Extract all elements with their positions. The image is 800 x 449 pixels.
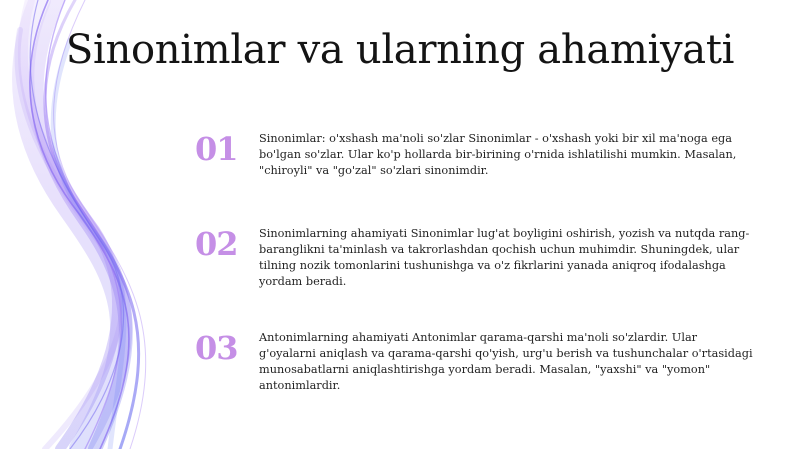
item-number: 03 <box>195 329 238 367</box>
item-text: Sinonimlarning ahamiyati Sinonimlar lug'at boyligini oshirish, yozish va nutqda rang-baranglikni ta'minlash va takrorlashdan qochish uchun muhimdir. Shuningdek, ular tilning nozik tomonlarini tushunishga va o'z fikrlarini yanada aniqroq ifodalashga yordam beradi. <box>259 227 750 288</box>
item-text: Sinonimlar: o'xshash ma'noli so'zlar Sinonimlar - o'xshash yoki bir xil ma'noga ega bo'lgan so'zlar. Ular ko'p hollarda bir-birining o'rnida ishlatilishi mumkin. Masalan, "chiroyli" va "go'zal" so'zlari sinonimdir. <box>259 132 737 177</box>
slide-title: Sinonimlar va ularning ahamiyati <box>65 27 735 73</box>
item-text: Antonimlarning ahamiyati Antonimlar qarama-qarshi ma'noli so'zlardir. Ular g'oyalarni aniqlash va qarama-qarshi qo'yish, urg'u berish va tushunchalar o'rtasidagi munosabatlarni aniqlashtirishga yordam beradi. Masalan, "yaxshi" va "yomon" antonimlardir. <box>259 331 753 392</box>
item-number: 02 <box>195 225 238 263</box>
item-number: 01 <box>195 130 238 168</box>
